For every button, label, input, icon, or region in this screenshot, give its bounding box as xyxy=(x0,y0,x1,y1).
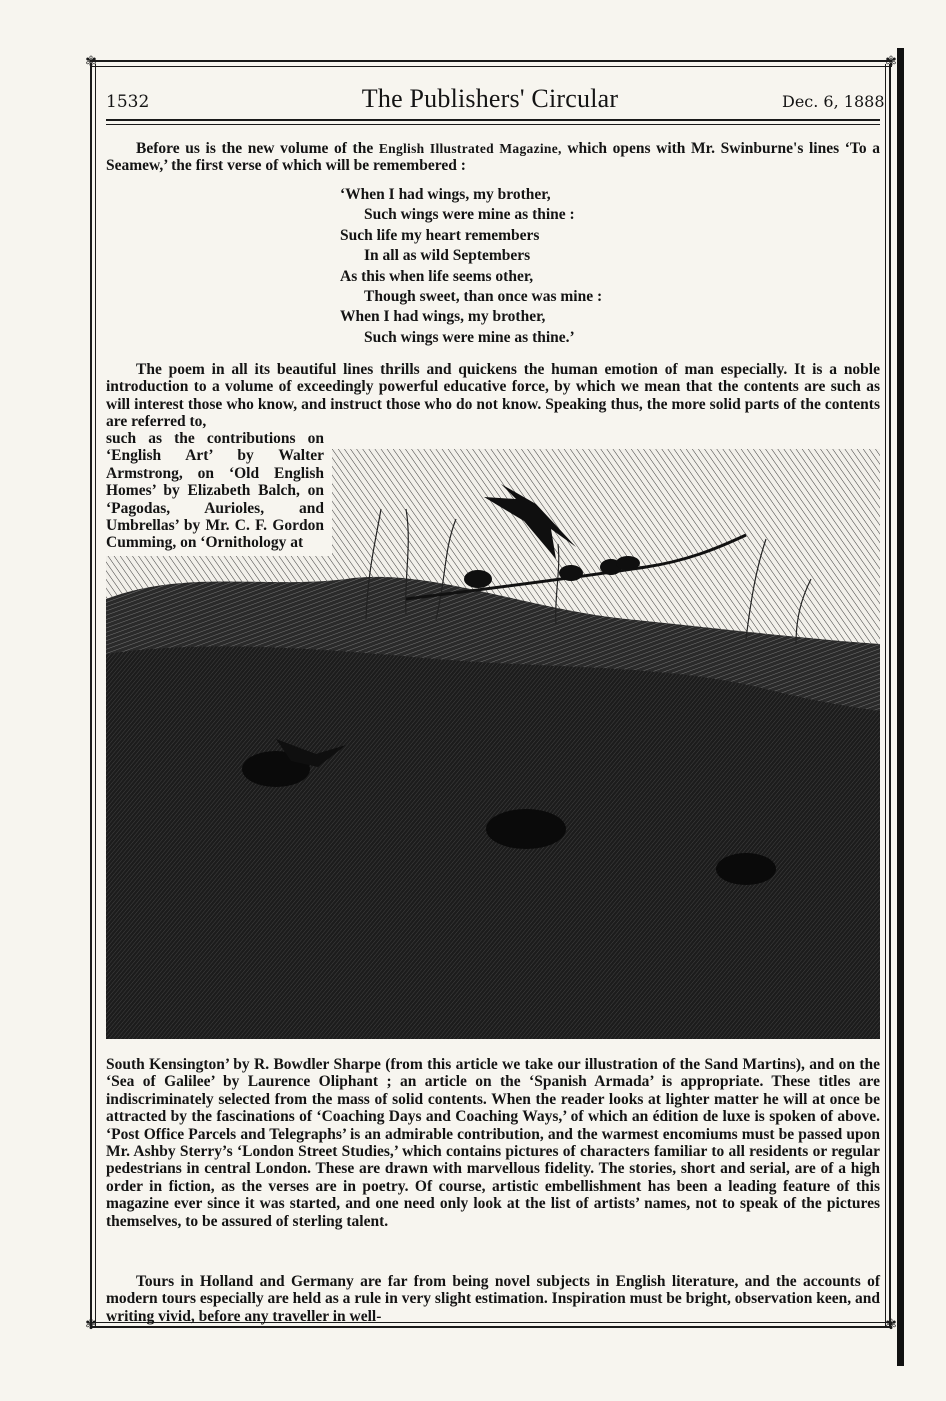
right-border-rule xyxy=(889,64,891,1328)
body-paragraph xyxy=(106,361,880,431)
corner-ornament-icon: ✾ xyxy=(85,1317,97,1333)
corner-ornament-icon: ✾ xyxy=(85,54,97,70)
body-paragraph xyxy=(106,1273,880,1325)
left-border-rule xyxy=(90,64,92,1328)
top-border-rule-inner xyxy=(92,66,892,67)
poem-line: When I had wings, my brother, xyxy=(340,308,546,326)
poem-line: Though sweet, than once was mine : xyxy=(364,288,603,306)
poem-line: Such wings were mine as thine.’ xyxy=(364,328,575,346)
nest-hole xyxy=(716,853,776,885)
binding-edge-bar xyxy=(897,48,904,1366)
poem-line: Such life my heart remembers xyxy=(340,226,540,244)
header-rule xyxy=(106,119,880,121)
wrapped-text-block: such as the contributions on ‘English Art’ by Walter Armstrong, on ‘Old English Homes’ by Elizabeth Balch, on ‘Pagodas, Aurioles, and Umbrellas’ by Mr. C. F. Gordon Cumming, on ‘Ornithology at xyxy=(106,430,332,556)
corner-ornament-icon: ✾ xyxy=(885,1317,897,1333)
intro-paragraph xyxy=(106,140,880,175)
sand-bank xyxy=(106,646,880,1039)
right-border-rule-inner xyxy=(885,64,886,1328)
nest-hole xyxy=(486,809,566,849)
header-rule-thin xyxy=(106,124,880,125)
body-paragraph xyxy=(106,1056,880,1230)
poem-line: ‘When I had wings, my brother, xyxy=(340,186,551,203)
page-title: The Publishers' Circular xyxy=(361,84,619,113)
paragraph-text: Tours in Holland and Germany are far from being novel subjects in English literature, and the accounts of modern tours especially are held as a rule in very slight estimation. Inspiration must be bright, observation keen, and writing vivid, before any traveller in well- xyxy=(106,1273,880,1325)
magazine-title: English Illustrated Magazine, xyxy=(378,141,562,156)
corner-ornament-icon: ✾ xyxy=(885,54,897,70)
poem-line: As this when life seems other, xyxy=(340,267,534,285)
poem-stanza xyxy=(340,185,602,348)
page-number: 1532 xyxy=(106,92,150,112)
left-border-rule-inner xyxy=(95,64,96,1328)
paragraph-text: South Kensington’ by R. Bowdler Sharpe (from this article we take our illustration of the Sand Martins), and on the ‘Sea of Galilee’ by Laurence Oliphant ; an article on the ‘Spanish Armada’ is appropriate. These titles are indiscriminately selected from the mass of solid contents. When the reader looks at lighter matter he will at once be attracted by the fascinations of ‘Coaching Days and Coaching Ways,’ of which an édition de luxe is spoken of above. ‘Post Office Parcels and Telegraphs’ is an admirable contribution, and the warmest encomiums must be passed upon Mr. Ashby Sterry’s ‘London Street Studies,’ which contains pictures of characters familiar to all residents or regular pedestrians in central London. These are drawn with marvellous fidelity. The stories, short and serial, are of a high order in fiction, as the verses are in poetry. Of course, artistic embellishment has been a leading feature of this magazine ever since it was started, and one need only look at the list of artists’ names, not to speak of the pictures themselves, to be assured of sterling talent. xyxy=(106,1056,880,1230)
paragraph-text: The poem in all its beautiful lines thrills and quickens the human emotion of man especially. It is a noble introduction to a volume of exceedingly powerful educative force, by which we mean that the contents are such as will interest those who know, and instruct those who do not know. Speaking thus, the more solid parts of the contents are referred to, xyxy=(106,361,880,431)
issue-date: Dec. 6, 1888 xyxy=(782,92,885,111)
bottom-border-rule xyxy=(92,1326,892,1328)
intro-text-after: which opens with Mr. Swinburne's lines ‘To a Seamew,’ the first verse of which will be remembered : xyxy=(106,140,880,175)
poem-line: Such wings were mine as thine : xyxy=(364,206,575,224)
poem-line: In all as wild Septembers xyxy=(364,247,531,265)
top-border-rule xyxy=(92,60,892,62)
intro-text-before: Before us is the new volume of the xyxy=(136,140,379,157)
